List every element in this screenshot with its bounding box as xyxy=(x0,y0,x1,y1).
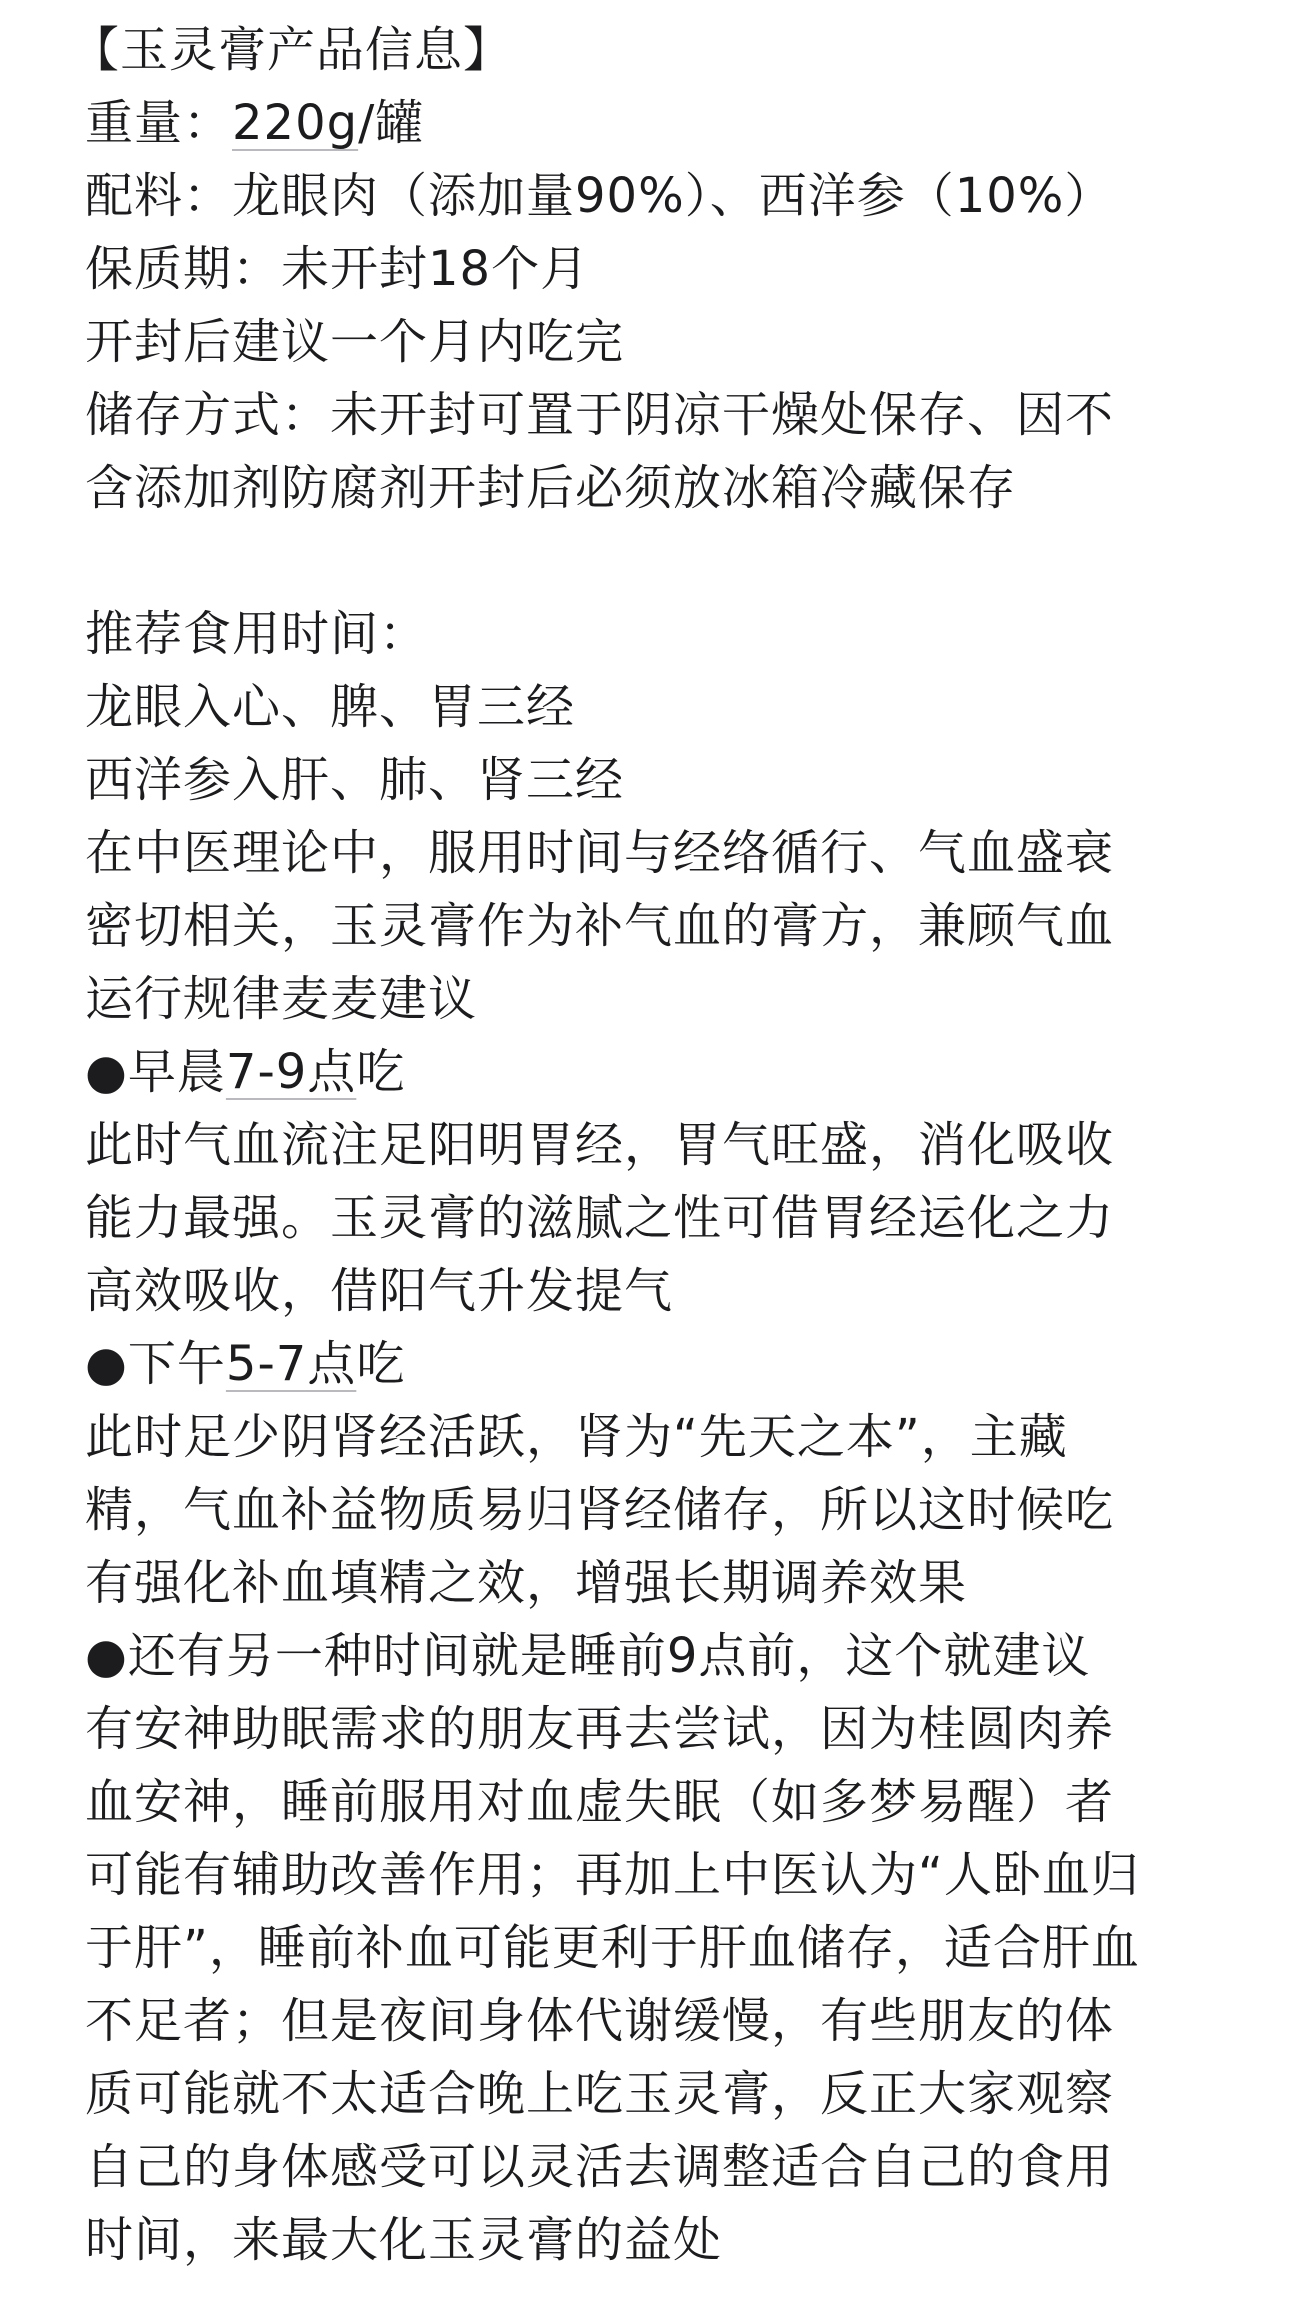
morning-heading xyxy=(85,1036,1249,1109)
afternoon-desc-3: 有强化补血填精之效，增强长期调养效果 xyxy=(85,1555,968,1611)
afternoon-heading xyxy=(85,1328,1249,1401)
intro-line-2: 密切相关，玉灵膏作为补气血的膏方，兼顾气血 xyxy=(85,898,1115,954)
after-opening-line: 开封后建议一个月内吃完 xyxy=(85,314,625,370)
bedtime-line-6: 不足者；但是夜间身体代谢缓慢，有些朋友的体 xyxy=(85,1993,1115,2049)
recommendation-heading: 推荐食用时间： xyxy=(85,606,429,662)
shelf-life-line: 保质期：未开封18个月 xyxy=(85,241,590,297)
bedtime-line-8: 自己的身体感受可以灵活去调整适合自己的食用 xyxy=(85,2139,1115,2195)
morning-time: 7-9点 xyxy=(225,1044,357,1100)
morning-desc-1: 此时气血流注足阳明胃经，胃气旺盛，消化吸收 xyxy=(85,1117,1115,1173)
afternoon-time: 5-7点 xyxy=(225,1336,357,1392)
blank-line xyxy=(85,525,1249,598)
storage-line-1: 储存方式：未开封可置于阴凉干燥处保存、因不 xyxy=(85,387,1115,443)
bedtime-line-9: 时间，来最大化玉灵膏的益处 xyxy=(85,2212,723,2268)
storage-line-2: 含添加剂防腐剂开封后必须放冰箱冷藏保存 xyxy=(85,460,1017,516)
afternoon-desc-1: 此时足少阴肾经活跃，肾为“先天之本”，主藏 xyxy=(85,1409,1068,1465)
weight-line xyxy=(85,87,1249,160)
ginseng-line: 西洋参入肝、肺、肾三经 xyxy=(85,752,625,808)
bedtime-line-5: 于肝”，睡前补血可能更利于肝血储存，适合肝血 xyxy=(85,1920,1140,1976)
intro-line-3: 运行规律麦麦建议 xyxy=(85,971,478,1027)
intro-line-1: 在中医理论中，服用时间与经络循行、气血盛衰 xyxy=(85,825,1115,881)
morning-prefix: 早晨 xyxy=(127,1044,226,1100)
longan-line: 龙眼入心、脾、胃三经 xyxy=(85,679,576,735)
bedtime-line-4: 可能有辅助改善作用；再加上中医认为“人卧血归 xyxy=(85,1847,1140,1903)
bedtime-line-3: 血安神，睡前服用对血虚失眠（如多梦易醒）者 xyxy=(85,1774,1115,1830)
morning-desc-2: 能力最强。玉灵膏的滋腻之性可借胃经运化之力 xyxy=(85,1190,1115,1246)
bedtime-line-7: 质可能就不太适合晚上吃玉灵膏，反正大家观察 xyxy=(85,2066,1115,2122)
bullet-icon: ● xyxy=(85,1044,128,1100)
ingredients-line: 配料：龙眼肉（添加量90%）、西洋参（10%） xyxy=(85,168,1114,224)
afternoon-prefix: 下午 xyxy=(127,1336,226,1392)
afternoon-suffix: 吃 xyxy=(356,1336,406,1392)
bedtime-line-2: 有安神助眠需求的朋友再去尝试，因为桂圆肉养 xyxy=(85,1701,1115,1757)
bullet-icon: ● xyxy=(85,1336,128,1392)
morning-desc-3: 高效吸收，借阳气升发提气 xyxy=(85,1263,674,1319)
afternoon-desc-2: 精，气血补益物质易归肾经储存，所以这时候吃 xyxy=(85,1482,1115,1538)
note-title: 【玉灵膏产品信息】 xyxy=(71,22,513,78)
weight-value: 220g xyxy=(232,95,359,151)
morning-suffix: 吃 xyxy=(356,1044,406,1100)
weight-label: 重量： xyxy=(85,95,233,151)
weight-unit: /罐 xyxy=(358,95,425,151)
bedtime-line-1: ●还有另一种时间就是睡前9点前，这个就建议 xyxy=(85,1628,1091,1684)
